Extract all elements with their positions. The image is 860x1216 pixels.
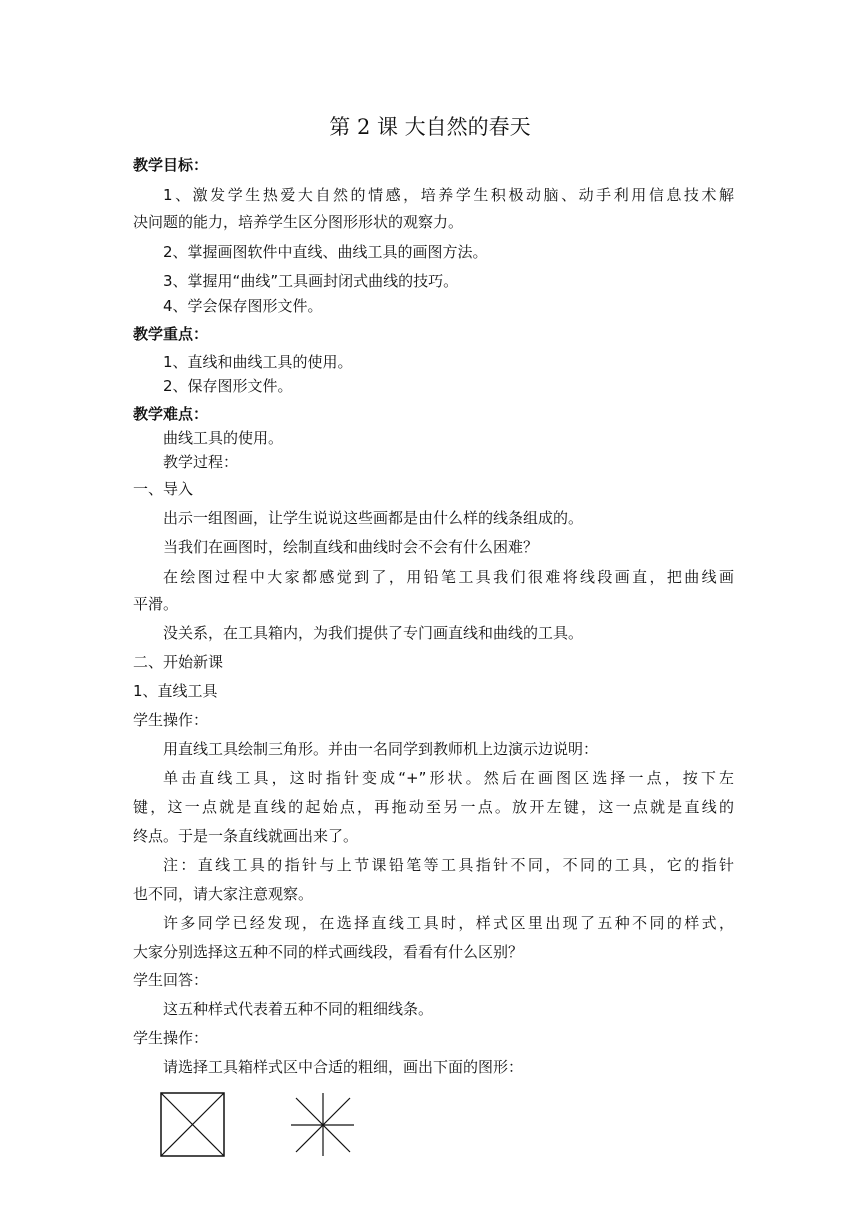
paragraph-line: 键，这一点就是直线的起始点，再拖动至另一点。放开左键，这一点就是直线的: [133, 798, 734, 816]
section-heading: 一、导入: [133, 480, 194, 498]
heading-difficulties: 教学难点：: [133, 405, 209, 423]
heading-teaching-goals: 教学目标：: [133, 156, 209, 174]
paragraph-line: 大家分别选择这五种不同的样式画线段，看看有什么区别？: [133, 943, 524, 961]
paragraph-line: 单击直线工具，这时指针变成“+”形状。然后在画图区选择一点，按下左: [163, 769, 734, 787]
paragraph-line: 曲线工具的使用。: [163, 429, 284, 447]
paragraph-line: 3、掌握用“曲线”工具画封闭式曲线的技巧。: [163, 272, 459, 290]
page-title: 第 2 课 大自然的春天: [329, 115, 531, 139]
paragraph-line: 终点。于是一条直线就画出来了。: [133, 827, 359, 845]
square-with-diagonals-figure: [160, 1092, 226, 1158]
paragraph-line: 当我们在画图时，绘制直线和曲线时会不会有什么困难？: [163, 538, 539, 556]
paragraph-line: 用直线工具绘制三角形。并由一名同学到教师机上边演示边说明：: [163, 740, 599, 758]
paragraph-line: 请选择工具箱样式区中合适的粗细，画出下面的图形：: [163, 1058, 524, 1076]
paragraph-line: 这五种样式代表着五种不同的粗细线条。: [163, 1000, 434, 1018]
paragraph-line: 2、掌握画图软件中直线、曲线工具的画图方法。: [163, 243, 488, 261]
paragraph-line: 1、直线和曲线工具的使用。: [163, 353, 353, 371]
paragraph-line: 没关系，在工具箱内，为我们提供了专门画直线和曲线的工具。: [163, 624, 584, 642]
heading-key-points: 教学重点：: [133, 325, 209, 343]
paragraph-line: 教学过程：: [163, 453, 239, 471]
paragraph-line: 许多同学已经发现，在选择直线工具时，样式区里出现了五种不同的样式，: [163, 914, 734, 932]
paragraph-line: 学生操作：: [133, 711, 209, 729]
paragraph-line: 1、激发学生热爱大自然的情感，培养学生积极动脑、动手利用信息技术解: [163, 186, 734, 204]
paragraph-line: 决问题的能力，培养学生区分图形形状的观察力。: [133, 213, 464, 231]
paragraph-line: 4、学会保存图形文件。: [163, 297, 323, 315]
paragraph-line: 也不同，请大家注意观察。: [133, 885, 314, 903]
paragraph-line: 2、保存图形文件。: [163, 377, 293, 395]
star-lines-figure: [290, 1092, 356, 1158]
paragraph-line: 出示一组图画，让学生说说这些画都是由什么样的线条组成的。: [163, 509, 584, 527]
paragraph-line: 注：直线工具的指针与上节课铅笔等工具指针不同，不同的工具，它的指针: [163, 856, 734, 874]
paragraph-line: 学生操作：: [133, 1029, 209, 1047]
section-heading: 二、开始新课: [133, 653, 224, 671]
paragraph-line: 在绘图过程中大家都感觉到了，用铅笔工具我们很难将线段画直，把曲线画: [163, 568, 734, 586]
paragraph-line: 学生回答：: [133, 971, 209, 989]
subsection-heading: 1、直线工具: [133, 682, 218, 700]
paragraph-line: 平滑。: [133, 595, 179, 613]
